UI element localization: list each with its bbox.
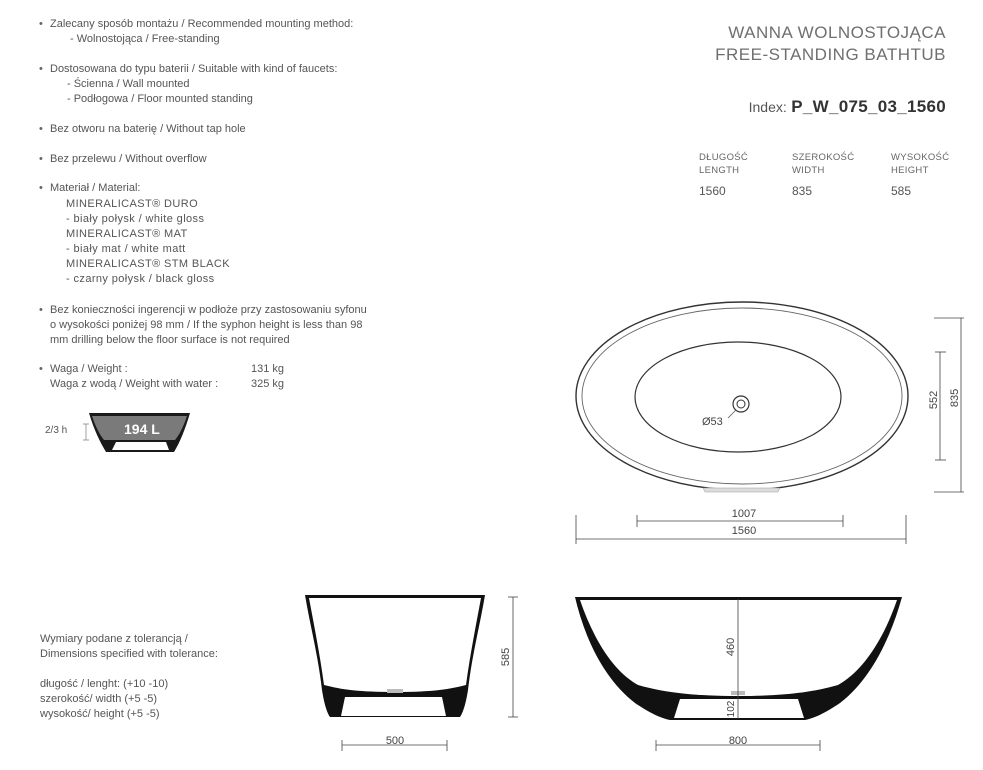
dim-height-pl: WYSOKOŚĆ <box>891 152 950 163</box>
title-pl: WANNA WOLNOSTOJĄCA <box>728 23 946 42</box>
title-en: FREE-STANDING BATHTUB <box>715 45 946 64</box>
front-view-drawing <box>570 585 910 760</box>
front-base-label: 102 <box>726 700 737 718</box>
faucet-item-floor: - Podłogowa / Floor mounted standing <box>67 93 253 105</box>
index-code: P_W_075_03_1560 <box>791 97 946 116</box>
inner-length-label: 1007 <box>731 508 757 520</box>
tolerance-heading-1: Wymiary podane z tolerancją / <box>40 633 188 645</box>
front-width-label: 800 <box>728 735 748 747</box>
weight-water-label: Waga z wodą / Weight with water : <box>50 378 219 390</box>
dim-length-header <box>699 151 748 177</box>
dim-height-en: HEIGHT <box>891 165 929 176</box>
faucet-item-wall: - Ścienna / Wall mounted <box>67 78 190 90</box>
top-view-drawing <box>560 300 980 560</box>
material-stm-finish: - czarny połysk / black gloss <box>66 273 215 285</box>
front-depth-label: 460 <box>725 637 737 657</box>
dim-height-value: 585 <box>891 184 912 198</box>
index-label: Index: <box>748 99 787 115</box>
material-mat-finish: - biały mat / white matt <box>66 243 186 255</box>
syphon-line-1: • Bez konieczności ingerencji w podłoże przy zastosowaniu syfonu <box>50 303 367 318</box>
weight-water-value: 325 kg <box>251 378 285 390</box>
drain-label: Ø53 <box>702 416 723 428</box>
overflow-text: • Bez przelewu / Without overflow <box>50 152 207 167</box>
material-duro-finish: - biały połysk / white gloss <box>66 213 205 225</box>
material-duro: MINERALICAST® DURO <box>66 198 199 210</box>
dim-width-header <box>792 151 854 177</box>
weight-label: • Waga / Weight : <box>50 362 128 377</box>
inner-width-label: 552 <box>928 390 940 410</box>
material-stm-black: MINERALICAST® STM BLACK <box>66 258 231 270</box>
mounting-item: - Wolnostojąca / Free-standing <box>70 33 220 45</box>
index-row <box>749 97 946 117</box>
material-mat: MINERALICAST® MAT <box>66 228 188 240</box>
syphon-line-3: mm drilling below the floor surface is not required <box>50 334 290 346</box>
side-width-label: 500 <box>385 735 405 747</box>
side-view-drawing <box>300 585 530 760</box>
dim-width-pl: SZEROKOŚĆ <box>792 152 855 163</box>
side-height-label: 585 <box>500 647 512 667</box>
syphon-line-2: o wysokości poniżej 98 mm / If the syphon height is less than 98 <box>50 319 363 331</box>
material-heading: • Materiał / Material: <box>50 181 140 196</box>
tap-hole-text: • Bez otworu na baterię / Without tap hole <box>50 122 246 137</box>
faucets-heading: • Dostosowana do typu baterii / Suitable with kind of faucets: <box>50 62 337 77</box>
weight-value: 131 kg <box>251 363 285 375</box>
tolerance-heading-2: Dimensions specified with tolerance: <box>40 648 218 660</box>
dim-length-value: 1560 <box>699 184 726 198</box>
dim-height-header <box>891 151 949 177</box>
capacity-volume: 194 L <box>124 421 160 437</box>
tolerance-width: szerokość/ width (+5 -5) <box>40 693 158 705</box>
mounting-heading: • Zalecany sposób montażu / Recommended mounting method: <box>50 17 353 32</box>
drain-outer-icon <box>733 396 749 412</box>
dim-width-value: 835 <box>792 184 813 198</box>
dim-width-en: WIDTH <box>792 165 825 176</box>
capacity-fill-label: 2/3 h <box>45 425 68 436</box>
dim-length-en: LENGTH <box>699 165 740 176</box>
dim-length-pl: DŁUGOŚĆ <box>699 152 749 163</box>
outer-length-label: 1560 <box>731 525 757 537</box>
drain-inner-icon <box>737 400 745 408</box>
outer-width-label: 835 <box>949 388 961 408</box>
tolerance-length: długość / lenght: (+10 -10) <box>40 678 169 690</box>
tolerance-height: wysokość/ height (+5 -5) <box>40 708 160 720</box>
